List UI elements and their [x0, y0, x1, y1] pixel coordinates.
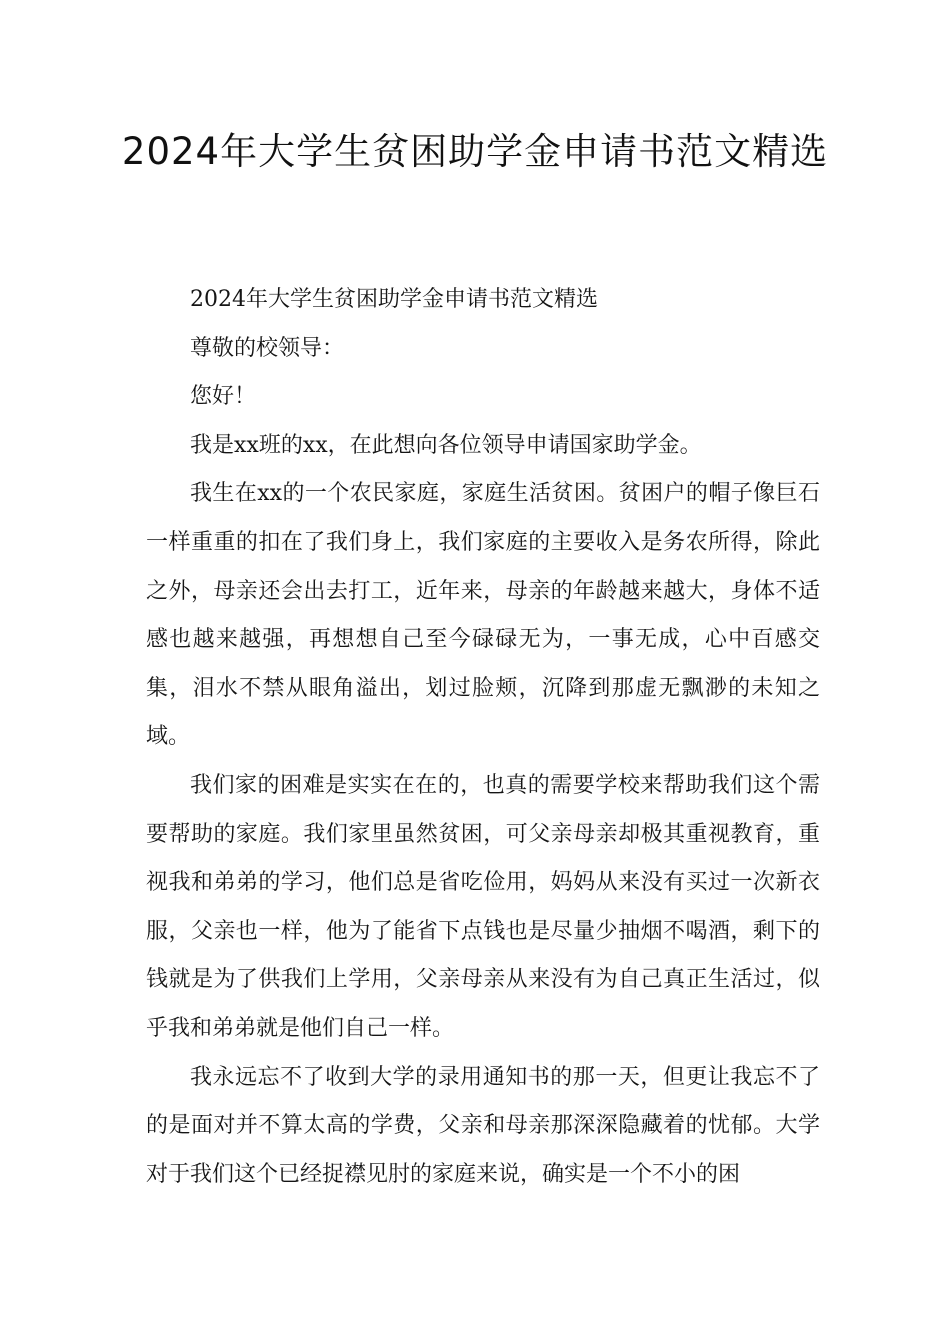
- paragraph-intro: 我是xx班的xx，在此想向各位领导申请国家助学金。: [190, 432, 702, 458]
- paragraph-heading-repeat: 2024年大学生贫困助学金申请书范文精选: [190, 287, 598, 312]
- document-body: [146, 276, 820, 1199]
- document-title: 2024年大学生贫困助学金申请书范文精选: [121, 130, 829, 173]
- paragraph-family-difficulty: 我们家的困难是实实在在的，也真的需要学校来帮助我们这个需要帮助的家庭。我们家里虽然贫困，可父亲母亲却极其重视教育，重视我和弟弟的学习，他们总是省吃俭用，妈妈从来没有买过一次新衣服，父亲也一样，他为了能省下点钱也是尽量少抽烟不喝酒，剩下的钱就是为了供我们上学用，父亲母亲从来没有为自己真正生活过，似乎我和弟弟就是他们自己一样。: [146, 772, 820, 1041]
- paragraph-greeting: 您好！: [190, 384, 257, 410]
- paragraph-family-background: 我生在xx的一个农民家庭，家庭生活贫困。贫困户的帽子像巨石一样重重的扣在了我们身上，我们家庭的主要收入是务农所得，除此之外，母亲还会出去打工，近年来，母亲的年龄越来越大，身体不适感也越来越强，再想想自己至今碌碌无为，一事无成，心中百感交集，泪水不禁从眼角溢出，划过脸颊，沉降到那虚无飘渺的未知之域。: [146, 481, 820, 750]
- paragraph-admission-memory: 我永远忘不了收到大学的录用通知书的那一天，但更让我忘不了的是面对并不算太高的学费，父亲和母亲那深深隐藏着的忧郁。大学对于我们这个已经捉襟见肘的家庭来说，确实是一个不小的困: [146, 1064, 820, 1187]
- paragraph-salutation: 尊敬的校领导：: [190, 335, 345, 361]
